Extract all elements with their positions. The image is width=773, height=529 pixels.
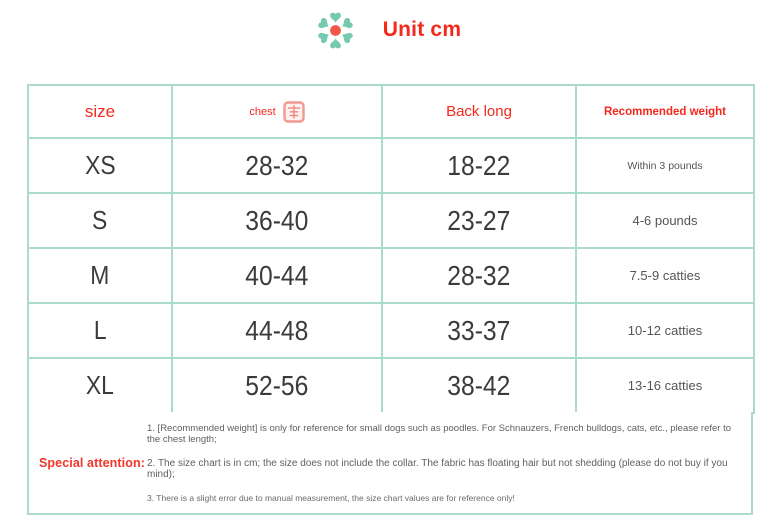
- page-header: [0, 4, 773, 56]
- weight-cell: 4-6 pounds: [576, 193, 754, 248]
- column-header-weight: Recommended weight: [576, 85, 754, 138]
- table-row: [28, 138, 754, 193]
- column-header-chest: chest: [172, 85, 382, 138]
- chest-cell: 44-48: [172, 303, 382, 358]
- note-item: 2. The size chart is in cm; the size does not include the collar. The fabric has floating hair but not shedding (please do not buy if you mind);: [147, 457, 728, 480]
- column-header-size: size: [28, 85, 172, 138]
- back-long-cell: 18-22: [382, 138, 576, 193]
- back-long-cell: 33-37: [382, 303, 576, 358]
- size-table: [27, 84, 755, 414]
- chest-cell: 28-32: [172, 138, 382, 193]
- note-item: 1. [Recommended weight] is only for reference for small dogs such as poodles. For Schnauzers, French bulldogs, cats, etc., please refer to the chest length;: [147, 422, 732, 445]
- size-cell: XL: [28, 358, 172, 413]
- chinese-seal-stamp-icon: [283, 101, 305, 123]
- flower-heart-petals-icon: [312, 7, 359, 54]
- table-header-row: [28, 85, 754, 138]
- back-long-cell: 23-27: [382, 193, 576, 248]
- table-row: [28, 193, 754, 248]
- table-row: [28, 303, 754, 358]
- special-attention-box: [27, 412, 753, 515]
- size-cell: M: [28, 248, 172, 303]
- weight-cell: 10-12 catties: [576, 303, 754, 358]
- weight-cell: 13-16 catties: [576, 358, 754, 413]
- back-long-cell: 28-32: [382, 248, 576, 303]
- column-header-back-long: Back long: [382, 85, 576, 138]
- weight-cell: 7.5-9 catties: [576, 248, 754, 303]
- table-row: [28, 358, 754, 413]
- back-long-cell: 38-42: [382, 358, 576, 413]
- size-cell: S: [28, 193, 172, 248]
- special-attention-label: Special attention:: [39, 455, 145, 470]
- notes-list: [147, 412, 743, 513]
- table-row: [28, 248, 754, 303]
- size-cell: L: [28, 303, 172, 358]
- note-item: 3. There is a slight error due to manual measurement, the size chart values are for reference only!: [147, 492, 515, 503]
- chest-cell: 36-40: [172, 193, 382, 248]
- unit-label: Unit cm: [382, 18, 462, 41]
- size-cell: XS: [28, 138, 172, 193]
- weight-cell: Within 3 pounds: [576, 138, 754, 193]
- chest-cell: 40-44: [172, 248, 382, 303]
- chest-cell: 52-56: [172, 358, 382, 413]
